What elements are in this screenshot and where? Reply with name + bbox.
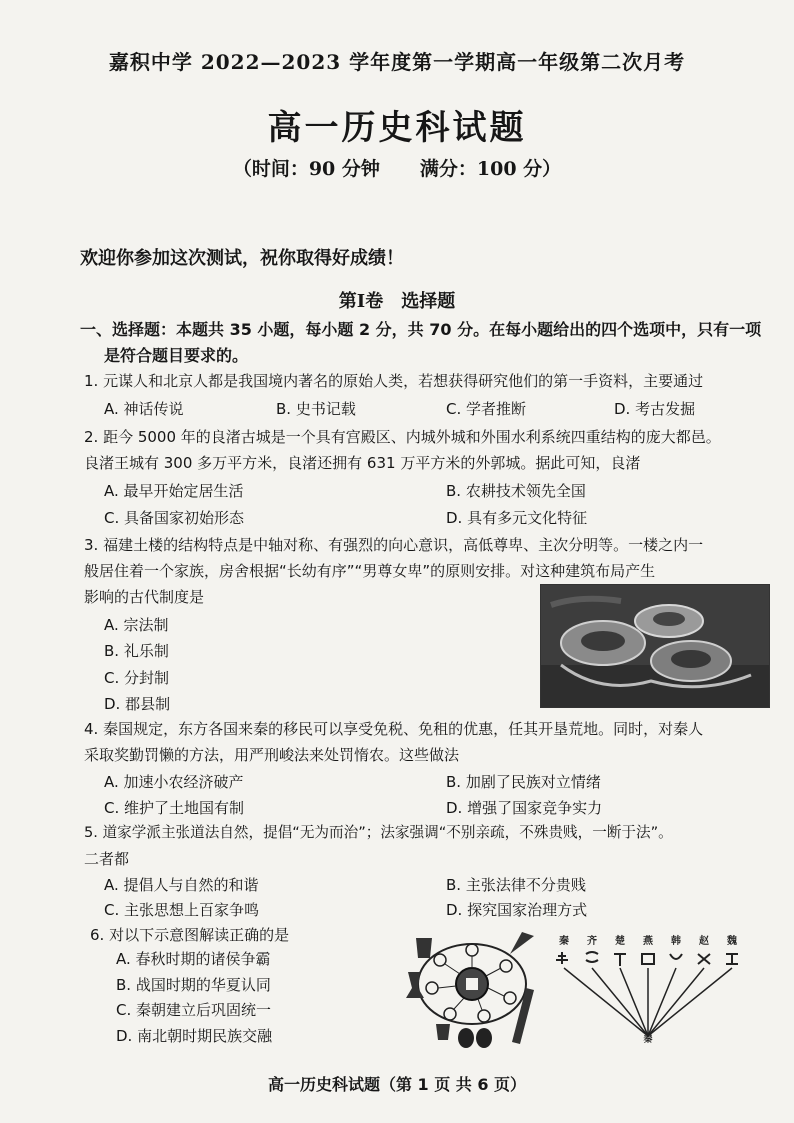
- state-label: 秦: [559, 936, 569, 947]
- state-label: 魏: [727, 936, 737, 947]
- section-part: 第Ⅰ卷: [338, 291, 384, 312]
- welcome-text: 欢迎你参加这次测试，祝你取得好成绩！: [80, 248, 404, 269]
- option-a: A. 春秋时期的诸侯争霸: [116, 950, 271, 968]
- option-a: A. 最早开始定居生活: [104, 482, 244, 500]
- option-d: D. 考古发掘: [614, 400, 696, 418]
- question-stem: 4. 秦国规定，东方各国来秦的移民可以享受免税、免租的优惠，任其开垦荒地。同时，对秦人: [84, 720, 704, 738]
- question-stem: 5. 道家学派主张道法自然，提倡“无为而治”；法家强调“不别亲疏，不殊贵贱，一断于法”。: [84, 824, 673, 841]
- question-stem: 影响的古代制度是: [84, 588, 205, 606]
- coins-diagram: [406, 928, 538, 1050]
- question-stem: 2. 距今 5000 年的良渚古城是一个具有宫殿区、内城外城和外围水利系统四重结构的庞大都邑。: [84, 428, 721, 446]
- exam-title: 高一历史科试题: [267, 108, 527, 148]
- state-label: 赵: [699, 936, 709, 947]
- question-2: [84, 424, 784, 476]
- option-d: D. 南北朝时期民族交融: [116, 1027, 273, 1045]
- exam-time: （时间：90 分钟: [232, 158, 380, 180]
- tulou-image: [541, 585, 769, 707]
- question-4: [84, 716, 784, 768]
- exam-score: 满分：100 分）: [419, 158, 562, 180]
- option-b: B. 主张法律不分贵贱: [446, 876, 586, 894]
- tulou-photo: [540, 584, 770, 708]
- exam-info: [0, 154, 794, 181]
- option-d: D. 增强了国家竞争实力: [446, 799, 603, 817]
- option-c: C. 具备国家初始形态: [104, 509, 245, 527]
- instructions-line-1: 一、选择题：本题共 35 小题，每小题 2 分，共 70 分。在每小题给出的四个选项中，只有一项: [80, 320, 762, 339]
- option-a: A. 宗法制: [104, 616, 169, 634]
- instructions-line-2: 是符合题目要求的。: [104, 346, 249, 365]
- school-header: 嘉积中学 2022—2023 学年度第一学期高一年级第二次月考: [108, 50, 686, 74]
- option-d: D. 郡县制: [104, 695, 171, 713]
- question-1: [84, 368, 784, 394]
- script-convergence-diagram: [550, 932, 750, 1044]
- question-stem: 采取奖勤罚懒的方法，用严刑峻法来处罚惰农。这些做法: [84, 746, 460, 764]
- section-name: 选择题: [401, 291, 456, 312]
- option-a: A. 神话传说: [104, 400, 184, 418]
- option-d: D. 探究国家治理方式: [446, 901, 588, 919]
- option-b: B. 战国时期的华夏认同: [116, 976, 271, 994]
- option-c: C. 学者推断: [446, 400, 527, 418]
- section-heading: [0, 287, 794, 313]
- question-stem: 1. 元谋人和北京人都是我国境内著名的原始人类，若想获得研究他们的第一手资料，主要通过: [84, 372, 704, 390]
- coins-diagram-image: [406, 928, 538, 1050]
- state-label: 楚: [615, 936, 625, 947]
- question-stem: 3. 福建土楼的结构特点是中轴对称、有强烈的向心意识，高低尊卑、主次分明等。一楼之内一: [84, 536, 704, 554]
- question-stem: 良渚王城有 300 多万平方米，良渚还拥有 631 万平方米的外郭城。据此可知，良渚: [84, 454, 641, 472]
- option-b: B. 礼乐制: [104, 642, 169, 660]
- option-b: B. 史书记载: [276, 400, 356, 418]
- option-d: D. 具有多元文化特征: [446, 509, 588, 527]
- page-footer: 高一历史科试题（第 1 页 共 6 页）: [267, 1075, 527, 1094]
- instructions: [80, 317, 780, 369]
- option-b: B. 农耕技术领先全国: [446, 482, 586, 500]
- option-a: A. 提倡人与自然的和谐: [104, 876, 259, 894]
- option-c: C. 维护了土地国有制: [104, 799, 245, 817]
- question-stem: 二者都: [84, 850, 130, 868]
- state-label: 燕: [643, 936, 653, 947]
- script-convergence-image: [550, 932, 750, 1044]
- question-stem: 般居住着一个家族，房舍根据“长幼有序”“男尊女卑”的原则安排。对这种建筑布局产生: [84, 562, 656, 580]
- state-label: 韩: [671, 936, 681, 947]
- question-5: [84, 820, 784, 872]
- option-c: C. 主张思想上百家争鸣: [104, 901, 260, 919]
- state-label: 齐: [587, 936, 597, 947]
- option-c: C. 分封制: [104, 669, 170, 687]
- option-c: C. 秦朝建立后巩固统一: [116, 1001, 272, 1019]
- question-stem: 6. 对以下示意图解读正确的是: [90, 926, 290, 944]
- option-b: B. 加剧了民族对立情绪: [446, 773, 601, 791]
- option-a: A. 加速小农经济破产: [104, 773, 244, 791]
- center-label: 秦: [643, 1035, 653, 1044]
